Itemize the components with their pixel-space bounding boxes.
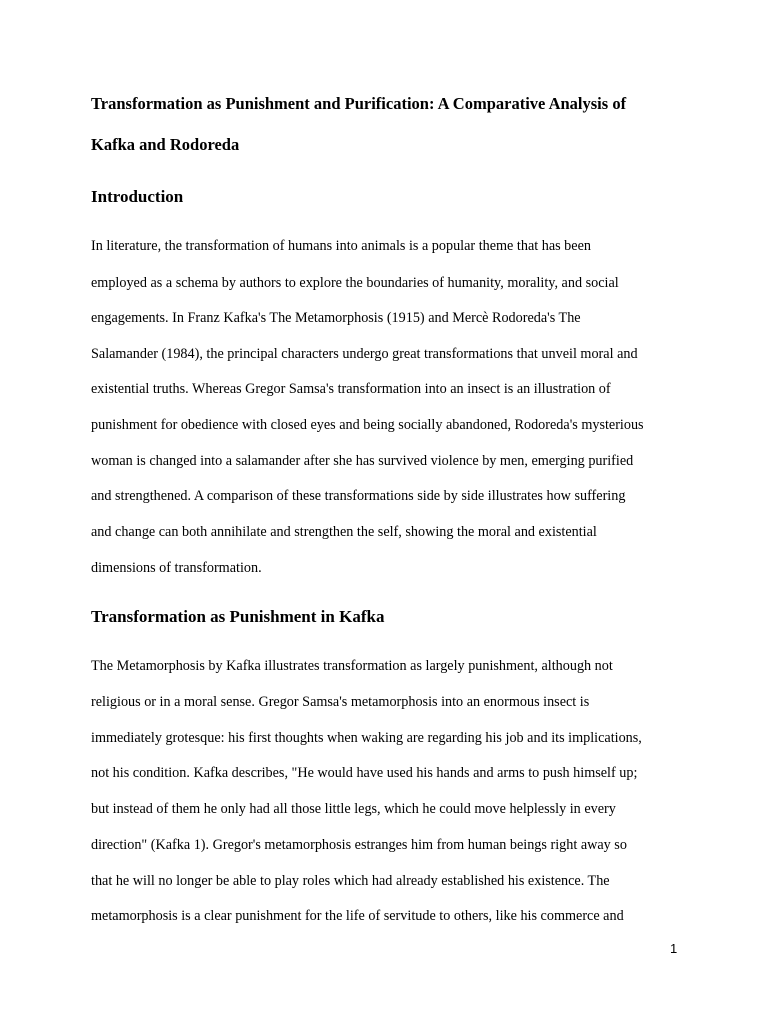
section-heading-introduction: Introduction <box>91 187 184 206</box>
paragraph-line: existential truths. Whereas Gregor Samsa's transformation into an insect is an illustration of <box>91 381 611 397</box>
paragraph-line: The Metamorphosis by Kafka illustrates transformation as largely punishment, although not <box>91 658 613 674</box>
paragraph-line: employed as a schema by authors to explore the boundaries of humanity, morality, and social <box>91 275 619 291</box>
paragraph-line: woman is changed into a salamander after she has survived violence by men, emerging purified <box>91 453 634 469</box>
paragraph-line: In literature, the transformation of humans into animals is a popular theme that has been <box>91 238 591 254</box>
paragraph-line: direction" (Kafka 1). Gregor's metamorphosis estranges him from human beings right away so <box>91 837 627 853</box>
document-title-line-2: Kafka and Rodoreda <box>91 135 240 154</box>
document-title-line-1: Transformation as Punishment and Purification: A Comparative Analysis of <box>91 94 627 113</box>
page-number: 1 <box>670 941 678 956</box>
paragraph-line: and strengthened. A comparison of these transformations side by side illustrates how suffering <box>91 488 626 504</box>
paragraph-line: that he will no longer be able to play roles which had already established his existence. The <box>91 873 610 889</box>
paragraph-line: punishment for obedience with closed eyes and being socially abandoned, Rodoreda's mysterious <box>91 417 644 433</box>
paragraph-line: but instead of them he only had all those little legs, which he could move helplessly in every <box>91 801 616 817</box>
paragraph-line: not his condition. Kafka describes, "He would have used his hands and arms to push himself up; <box>91 765 638 781</box>
paragraph-line: metamorphosis is a clear punishment for the life of servitude to others, like his commerce and <box>91 908 624 924</box>
paragraph-line: dimensions of transformation. <box>91 560 262 576</box>
paragraph-line: religious or in a moral sense. Gregor Samsa's metamorphosis into an enormous insect is <box>91 694 590 710</box>
paragraph-line: and change can both annihilate and strengthen the self, showing the moral and existential <box>91 524 597 540</box>
section-heading-kafka: Transformation as Punishment in Kafka <box>91 607 385 626</box>
paragraph-line: Salamander (1984), the principal characters undergo great transformations that unveil moral and <box>91 346 638 362</box>
paragraph-line: engagements. In Franz Kafka's The Metamorphosis (1915) and Mercè Rodoreda's The <box>91 310 581 326</box>
paragraph-line: immediately grotesque: his first thoughts when waking are regarding his job and its implications, <box>91 730 642 746</box>
